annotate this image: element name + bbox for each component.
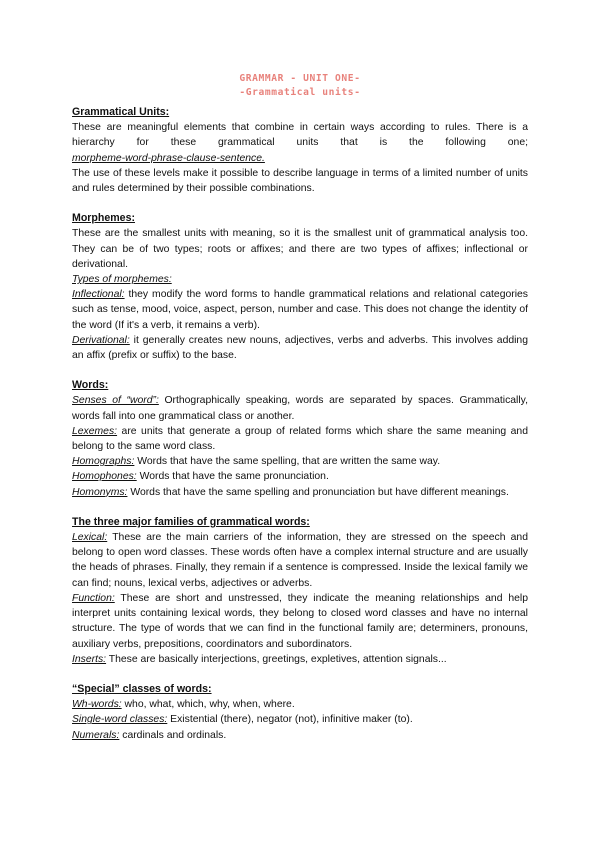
unit-hierarchy-chain: morpheme-word-phrase-clause-sentence. [72, 152, 265, 164]
text-function: These are short and unstressed, they indicate the meaning relationships and help interpret units containing lexical words, they belong to closed word classes and have no internal structure. The type of words that we can find in the functional family are; determiners, pronouns, auxiliary verbs, prepositions, coordinators and subordinators. [72, 592, 528, 650]
text-inserts: These are basically interjections, greetings, expletives, attention signals... [106, 653, 447, 665]
paragraph-homophones [72, 469, 528, 484]
paragraph-function [72, 591, 528, 652]
paragraph-grammatical-units-intro [72, 120, 528, 150]
paragraph-inflectional [72, 287, 528, 333]
term-wh-words: Wh-words: [72, 699, 122, 711]
paragraph-morphemes-intro: These are the smallest units with meaning, so it is the smallest unit of grammatical analysis too. They can be of two types; roots or affixes; and there are two types of affixes; inflectional or derivational. [72, 228, 528, 270]
text-homophones: Words that have the same pronunciation. [136, 471, 329, 483]
heading-words: Words: [72, 379, 109, 392]
text-grammatical-units-intro: These are meaningful elements that combine in certain ways according to rules. There is a hierarchy for these grammatical units that is the following one; [72, 122, 528, 149]
paragraph-inserts [72, 652, 528, 667]
heading-morphemes: Morphemes: [72, 212, 135, 225]
term-function: Function: [72, 592, 115, 604]
text-homographs: Words that have the same spelling, that are written the same way. [134, 456, 441, 468]
paragraph-wh-words [72, 697, 528, 712]
section-morphemes [72, 211, 528, 363]
text-derivational: it generally creates new nouns, adjectives, verbs and adverbs. This involves adding an affix (prefix or suffix) to the base. [72, 334, 528, 362]
section-special-classes [72, 682, 528, 743]
paragraph-numerals [72, 728, 528, 743]
text-homonyms: Words that have the same spelling and pronunciation but have different meanings. [127, 486, 509, 498]
document-body [72, 72, 528, 743]
text-lexical: These are the main carriers of the information, they are stressed on the speech and belong to open word classes. These words often have a complex internal structure and are usually the heads of phrases. Finally, they remain if a sentence is compressed. Inside the lexical family we can find; nouns, lexical verbs, adjectives or adverbs. [72, 532, 528, 589]
term-derivational: Derivational: [72, 334, 130, 346]
section-words [72, 378, 528, 500]
section-grammatical-units [72, 105, 528, 196]
document-title: GRAMMAR - UNIT ONE- [239, 73, 361, 84]
term-lexical: Lexical: [72, 532, 108, 544]
paragraph-derivational [72, 333, 528, 363]
text-lexemes: are units that generate a group of related forms which share the same meaning and belong to the same word class. [72, 425, 528, 453]
paragraph-grammatical-units-levels: The use of these levels make it possible to describe language in terms of a limited number of units and rules determined by their possible combinations. [72, 167, 528, 195]
paragraph-senses [72, 393, 528, 423]
term-homographs: Homographs: [72, 456, 135, 468]
text-wh-words: who, what, which, why, when, where. [121, 699, 295, 711]
text-senses-of-word: Orthographically speaking, words are separated by spaces. Grammatically, words fall into one grammatical class or another. [72, 395, 528, 422]
paragraph-lexical [72, 530, 528, 591]
heading-special-classes: “Special” classes of words: [72, 682, 212, 695]
text-single-word-classes: Existential (there), negator (not), infinitive maker (to). [167, 714, 413, 726]
term-senses-of-word: Senses of “word”: [72, 395, 159, 407]
heading-grammatical-units: Grammatical Units: [72, 106, 170, 118]
term-single-word-classes: Single-word classes: [72, 714, 168, 726]
document-subtitle: -Grammatical units- [239, 86, 361, 98]
paragraph-homonyms [72, 485, 528, 500]
term-inserts: Inserts: [72, 653, 107, 665]
types-of-morphemes-label [72, 272, 528, 287]
heading-word-families: The three major families of grammatical words: [72, 515, 310, 528]
text-numerals: cardinals and ordinals. [119, 729, 227, 741]
term-numerals: Numerals: [72, 729, 120, 741]
types-of-morphemes-term: Types of morphemes: [72, 274, 172, 286]
term-homophones: Homophones: [72, 471, 137, 483]
term-inflectional: Inflectional: [72, 289, 125, 301]
paragraph-lexemes [72, 424, 528, 454]
text-inflectional: they modify the word forms to handle grammatical relations and relational categories such as tense, mood, voice, aspect, person, number and case. This does not change the identity of the word (If it's a verb, it remains a verb). [72, 289, 528, 331]
term-homonyms: Homonyms: [72, 486, 128, 498]
paragraph-single-word-classes [72, 712, 528, 727]
term-lexemes: Lexemes: [72, 425, 118, 437]
section-word-families [72, 515, 528, 667]
paragraph-homographs [72, 454, 528, 469]
